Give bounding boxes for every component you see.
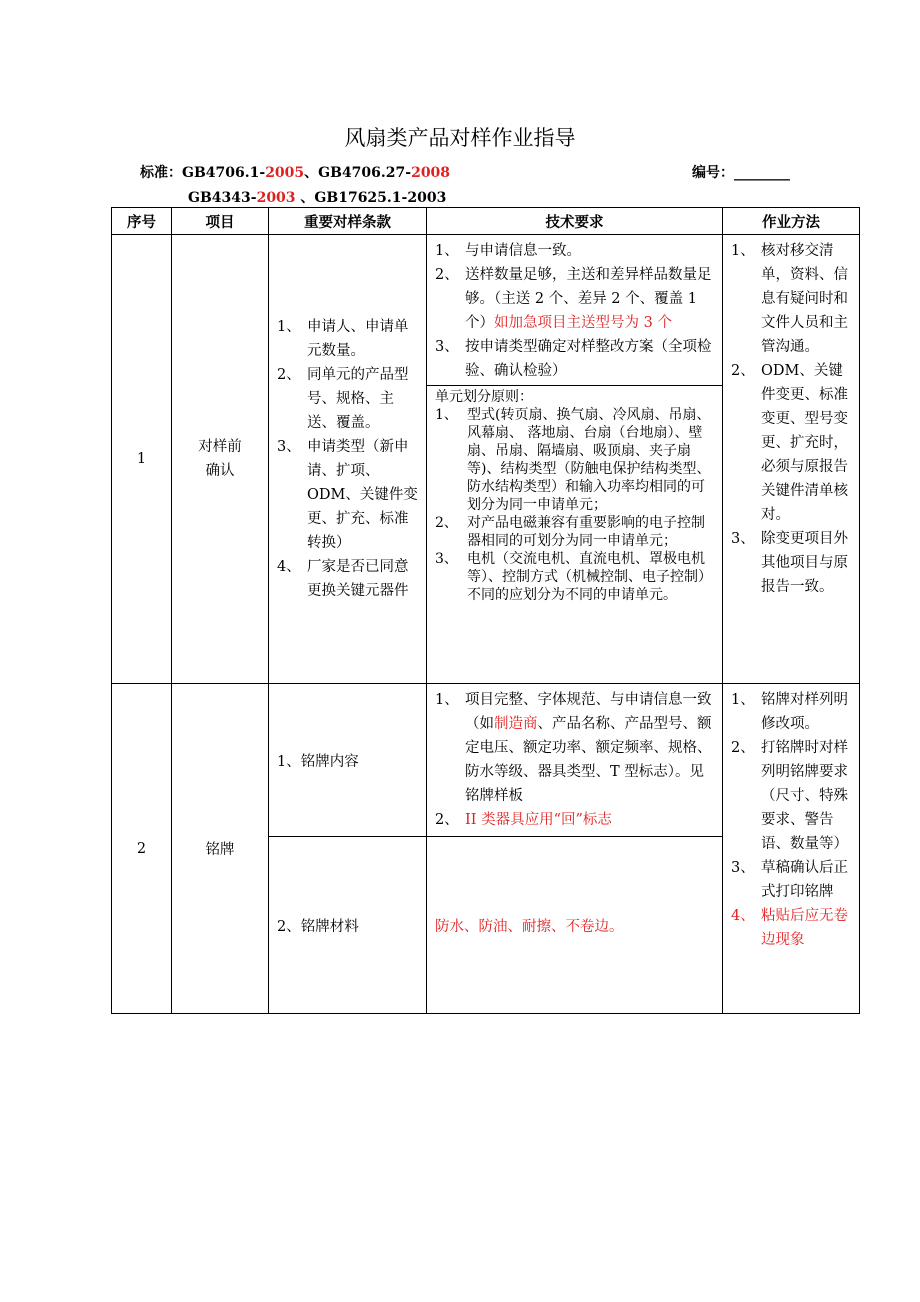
list-item: 3、 按申请类型确定对样整改方案（全项检验、确认检验） xyxy=(435,339,712,379)
list-item: 3、 电机（交流电机、直流电机、罩极电机等）、控制方式（机械控制、电子控制）不同的应划分为不同的申请单元。 xyxy=(435,551,712,603)
list-item: 1、 型式(转页扇、换气扇、冷风扇、吊扇、风幕扇、 落地扇、台扇（台地扇）、壁扇、吊扇、隔墙扇、吸顶扇、夹子扇等)、结构类型（防触电保护结构类型、防水结构类型）和输入功率均相同的可划分为同一申请单元； xyxy=(435,407,711,513)
table-row xyxy=(112,235,860,684)
list-item: 3、 除变更项目外其他项目与原报告一致。 xyxy=(731,531,848,595)
list-item: 4、 粘贴后应无卷边现象 xyxy=(731,908,848,948)
row-method xyxy=(723,235,860,684)
row-requirements xyxy=(427,235,723,684)
row-number: 1 xyxy=(112,235,172,684)
list-item: 1、 铭牌对样列明修改项。 xyxy=(731,692,848,732)
list-item: 2、 对产品电磁兼容有重要影响的电子控制器相同的可划分为同一申请单元； xyxy=(435,515,705,549)
col-header: 项目 xyxy=(172,208,269,235)
col-header: 技术要求 xyxy=(427,208,723,235)
row-number: 2 xyxy=(112,684,172,1014)
list-item: 1、 申请人、申请单元数量。 xyxy=(277,319,409,359)
list-item: 1、 与申请信息一致。 xyxy=(435,243,581,259)
col-header: 作业方法 xyxy=(723,208,860,235)
list-item: 2、 ODM、关键件变更、标准变更、型号变更、扩充时，必须与原报告关键件清单核对。 xyxy=(731,363,848,523)
list-item: 2、 同单元的产品型号、规格、主送、覆盖。 xyxy=(277,367,409,431)
row-method xyxy=(723,684,860,1014)
col-header: 序号 xyxy=(112,208,172,235)
list-item: 3、 申请类型（新申请、扩项、ODM、关键件变更、扩充、标准转换） xyxy=(277,439,418,551)
doc-number: 编号：________ xyxy=(692,165,790,181)
col-header: 重要对样条款 xyxy=(269,208,427,235)
row-clauses xyxy=(269,235,427,684)
list-item: 2、 II 类器具应用“回”标志 xyxy=(435,812,612,828)
row-item: 铭牌 xyxy=(172,684,269,1014)
list-item: 4、 厂家是否已同意更换关键元器件 xyxy=(277,559,409,599)
unit-division-block xyxy=(427,385,722,606)
sub-requirements: 防水、防油、耐擦、不卷边。 xyxy=(427,837,723,1014)
list-item: 1、 核对移交清单，资料、信息有疑问时和文件人员和主管沟通。 xyxy=(731,243,848,355)
standards-line-1: 标准：GB4706.1-2005、GB4706.27-2008 xyxy=(140,165,451,181)
sub-clause: 1、铭牌内容 xyxy=(269,684,427,837)
list-item: 2、 打铭牌时对样列明铭牌要求（尺寸、特殊要求、警告语、数量等） xyxy=(731,740,848,852)
page-title: 风扇类产品对样作业指导 xyxy=(344,126,576,150)
unit-division-title: 单元划分原则： xyxy=(435,389,533,405)
guidance-table xyxy=(111,207,860,1014)
standards-line-2: GB4343-2003 、GB17625.1-2003 xyxy=(188,190,447,206)
table-row xyxy=(112,684,860,837)
row-item: 对样前确认 xyxy=(172,235,269,684)
table-header-row xyxy=(112,208,860,235)
sub-requirements xyxy=(427,684,723,837)
list-item: 2、 送样数量足够，主送和差异样品数量足够。（主送 2 个、差异 2 个、覆盖 1 个）如加急项目主送型号为 3 个 xyxy=(435,267,712,331)
sub-clause: 2、铭牌材料 xyxy=(269,837,427,1014)
list-item: 3、 草稿确认后正式打印铭牌 xyxy=(731,860,848,900)
list-item: 1、 项目完整、字体规范、与申请信息一致（如制造商、产品名称、产品型号、额定电压、额定功率、额定频率、规格、防水等级、器具类型、T 型标志）。见铭牌样板 xyxy=(435,692,712,804)
